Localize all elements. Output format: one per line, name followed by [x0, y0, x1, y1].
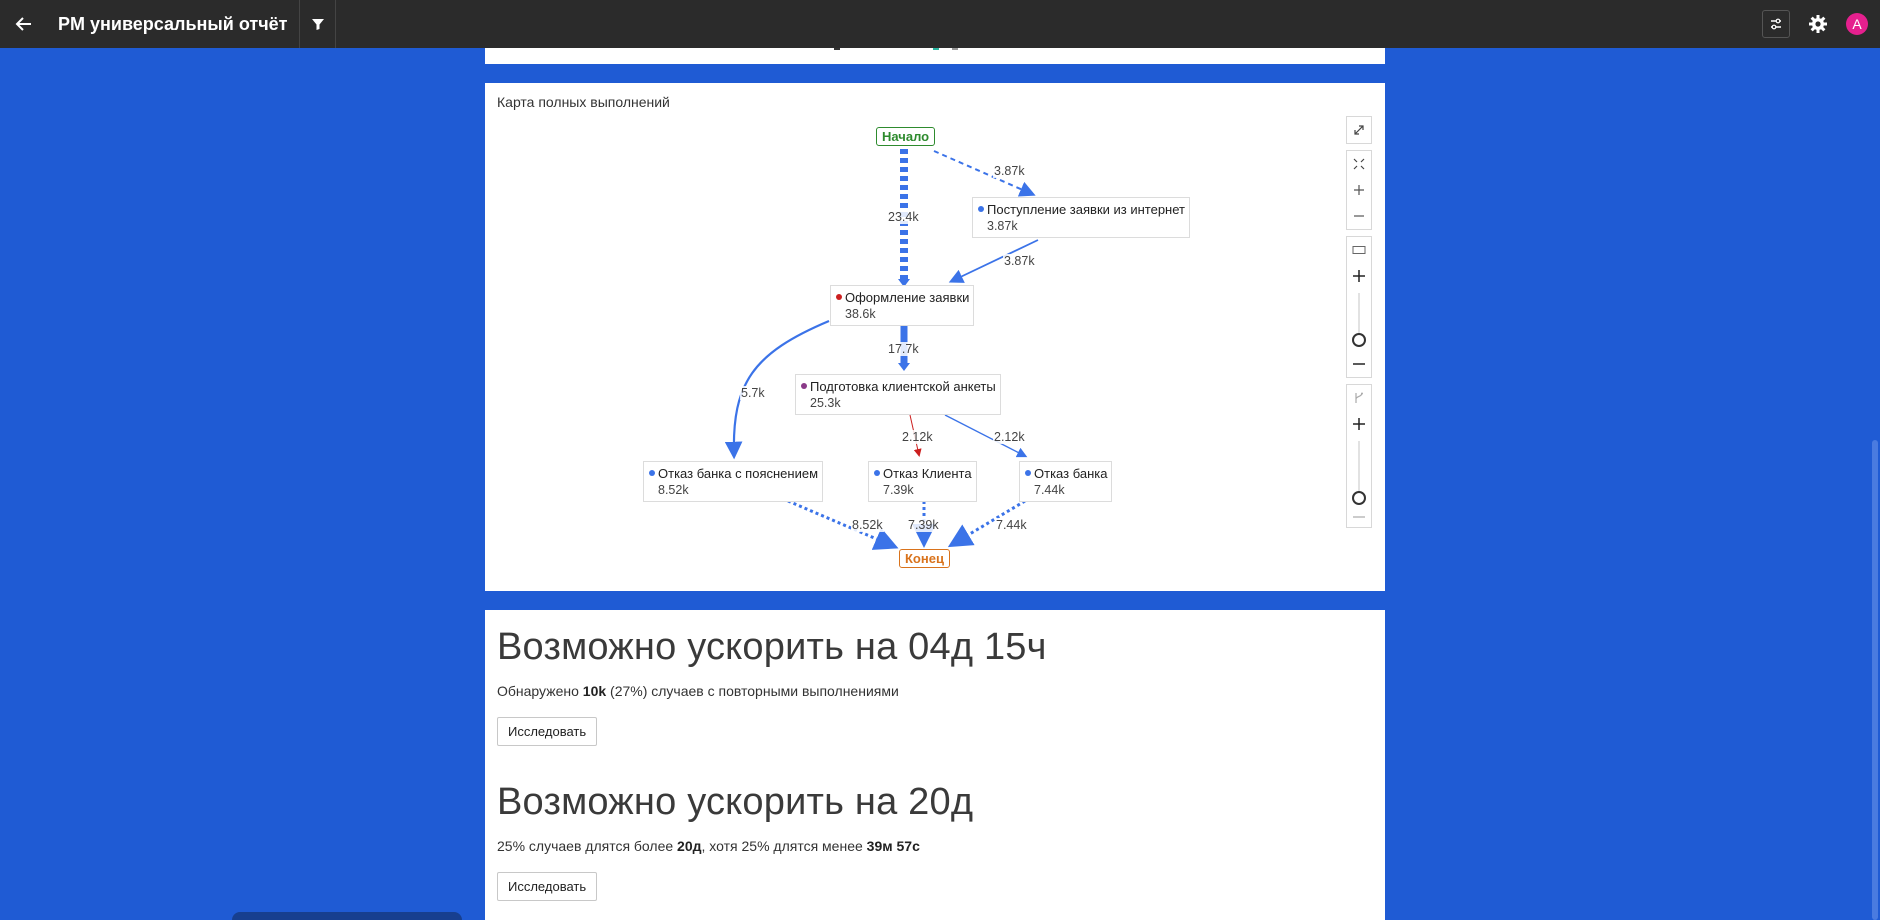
node-podgotovka[interactable] — [795, 374, 1001, 415]
paths-plus-button[interactable] — [1347, 411, 1371, 437]
node-label: Оформление заявки — [845, 290, 970, 305]
zoom-out-button[interactable] — [1347, 203, 1371, 229]
node-oformlenie[interactable] — [830, 285, 974, 326]
tool-group-expand — [1346, 116, 1372, 144]
paths-minus-button[interactable] — [1347, 507, 1371, 527]
tool-group-activities — [1346, 236, 1372, 378]
process-map-card — [485, 83, 1385, 591]
rect-icon — [1352, 245, 1366, 255]
settings-button[interactable] — [1804, 10, 1832, 38]
floating-panel-edge[interactable] — [232, 912, 462, 920]
node-otkaz-banka[interactable] — [1019, 461, 1112, 502]
node-count: 7.44k — [1034, 483, 1065, 497]
insight-text: (27%) случаев с повторными выполнениями — [606, 683, 899, 699]
map-title: Карта полных выполнений — [497, 94, 670, 110]
top-bar — [0, 0, 1880, 48]
insight-duration — [497, 781, 973, 901]
zoom-out-icon — [1353, 210, 1365, 222]
plus-icon — [1352, 269, 1366, 283]
node-dot — [649, 470, 655, 476]
paths-button[interactable] — [1347, 385, 1371, 411]
edge-label: 3.87k — [994, 164, 1025, 178]
activities-plus-button[interactable] — [1347, 263, 1371, 289]
filter-button[interactable] — [300, 0, 336, 48]
sliders-button[interactable] — [1762, 10, 1790, 38]
expand-button[interactable] — [1347, 117, 1371, 143]
slider-thumb[interactable] — [1352, 333, 1366, 347]
node-dot — [978, 206, 984, 212]
edge-label: 2.12k — [994, 430, 1025, 444]
node-count: 25.3k — [810, 396, 841, 410]
edge-label: 17.7k — [888, 342, 919, 356]
edge-label: 2.12k — [902, 430, 933, 444]
explore-button[interactable]: Исследовать — [497, 872, 597, 901]
fit-icon — [1353, 158, 1365, 170]
explore-button[interactable]: Исследовать — [497, 717, 597, 746]
avatar[interactable]: A — [1846, 13, 1868, 35]
expand-icon — [1353, 124, 1365, 136]
insight-heading: Возможно ускорить на 20д — [497, 781, 974, 823]
node-label: Поступление заявки из интернет — [987, 202, 1185, 217]
minus-icon — [1352, 357, 1366, 371]
node-otkaz-klienta[interactable] — [868, 461, 977, 502]
slider-thumb[interactable] — [1352, 491, 1366, 505]
node-count: 7.39k — [883, 483, 914, 497]
plus-icon — [1352, 417, 1366, 431]
insight-value: 10k — [582, 683, 607, 699]
node-count: 38.6k — [845, 307, 876, 321]
node-count: 8.52k — [658, 483, 689, 497]
edge-label: 5.7k — [741, 386, 765, 400]
node-count: 3.87k — [987, 219, 1018, 233]
fit-button[interactable] — [1347, 151, 1371, 177]
insight-value: 39м 57с — [866, 838, 920, 854]
map-toolbar — [1346, 116, 1372, 534]
zoom-in-icon — [1353, 184, 1365, 196]
node-postuplenie[interactable] — [972, 197, 1190, 238]
insight-heading: Возможно ускорить на 04д 15ч — [497, 626, 1047, 668]
filter-icon — [311, 17, 325, 31]
activities-button[interactable] — [1347, 237, 1371, 263]
edge-label: 3.87k — [1004, 254, 1035, 268]
insights-card — [485, 610, 1385, 920]
insight-description — [497, 838, 973, 854]
page-scrollbar[interactable] — [1872, 440, 1878, 920]
branch-icon — [1353, 392, 1365, 404]
node-dot — [801, 383, 807, 389]
node-dot — [836, 294, 842, 300]
insight-repeats — [497, 626, 1047, 746]
node-label: Отказ Клиента — [883, 466, 972, 481]
insight-description — [497, 683, 1047, 699]
insight-value: 20д — [677, 838, 702, 854]
minus-icon — [1352, 510, 1366, 524]
insight-text: , хотя 25% длятся менее — [701, 838, 867, 854]
edge-label: 7.44k — [996, 518, 1027, 532]
back-button[interactable] — [0, 0, 48, 48]
insight-text: 25% случаев длятся более — [497, 838, 678, 854]
insight-text: Обнаружено — [497, 683, 583, 699]
paths-slider[interactable] — [1347, 437, 1371, 507]
node-label: Подготовка клиентской анкеты — [810, 379, 996, 394]
tool-group-view — [1346, 150, 1372, 230]
edge-label: 23.4k — [888, 210, 919, 224]
gear-icon — [1808, 14, 1828, 34]
end-node[interactable]: Конец — [899, 549, 950, 568]
arrow-oformlenie-podgotovka — [898, 363, 910, 371]
activities-minus-button[interactable] — [1347, 351, 1371, 377]
process-map-edges — [485, 83, 1385, 591]
start-node[interactable]: Начало — [876, 127, 935, 146]
app-title: PM универсальный отчёт — [48, 0, 300, 48]
edge-label: 8.52k — [852, 518, 883, 532]
node-dot — [874, 470, 880, 476]
sliders-icon — [1769, 17, 1783, 31]
previous-card-edge — [485, 48, 1385, 64]
arrow-left-icon — [15, 15, 33, 33]
topbar-actions — [1762, 0, 1880, 48]
node-dot — [1025, 470, 1031, 476]
activities-slider[interactable] — [1347, 289, 1371, 351]
tool-group-paths — [1346, 384, 1372, 528]
node-label: Отказ банка с пояснением — [658, 466, 819, 481]
zoom-in-button[interactable] — [1347, 177, 1371, 203]
node-label: Отказ банка — [1034, 466, 1108, 481]
legend-fragment — [485, 48, 1385, 64]
node-otkaz-poyasn[interactable] — [643, 461, 823, 502]
edge-label: 7.39k — [908, 518, 939, 532]
